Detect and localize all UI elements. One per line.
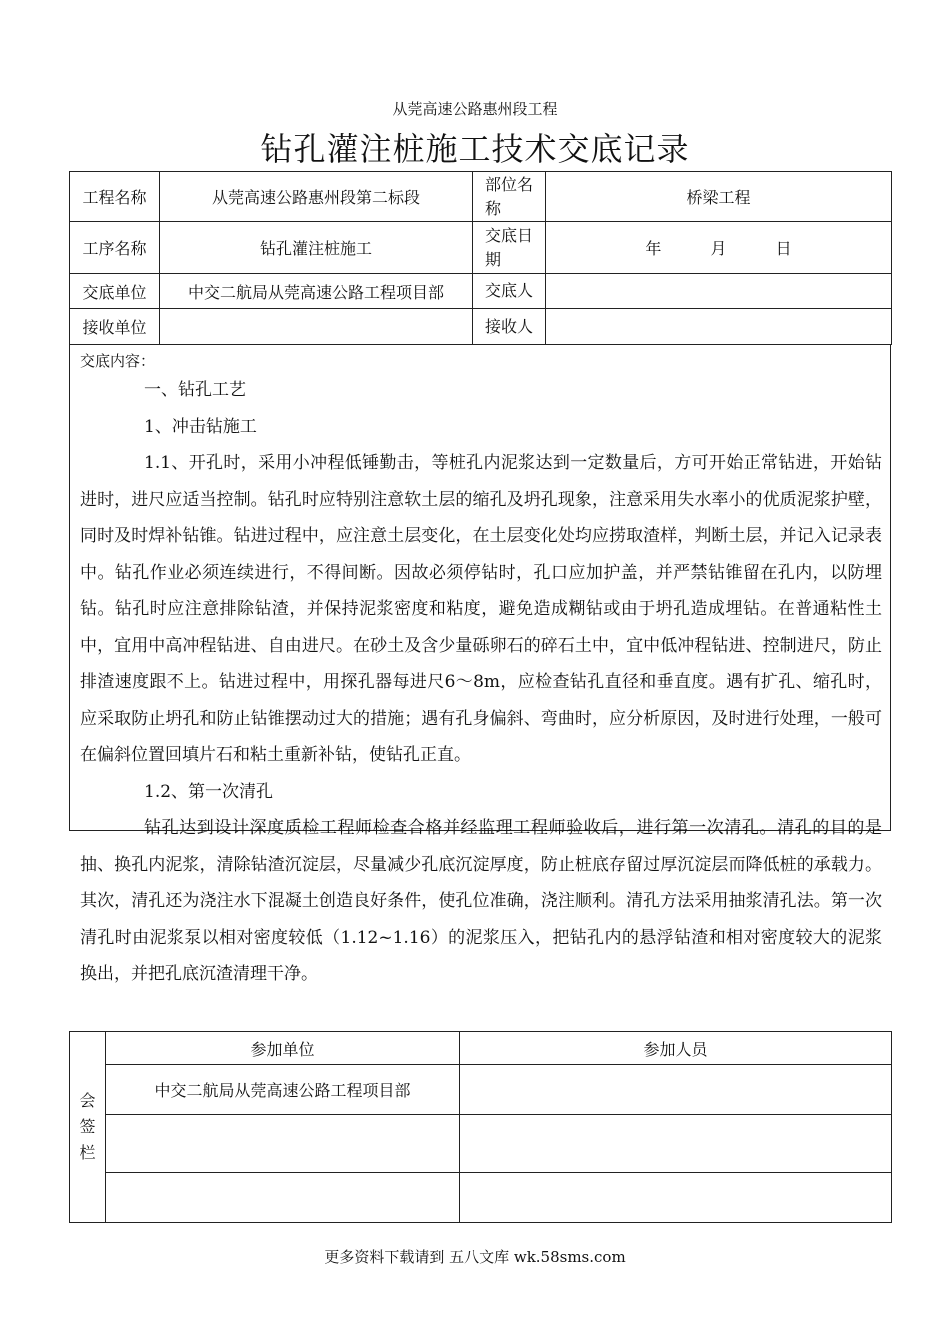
date-year: 年: [645, 239, 662, 258]
receiver-unit-label: 接收单位: [70, 309, 160, 345]
date-value: [546, 222, 892, 274]
signature-unit: 中交二航局从莞高速公路工程项目部: [106, 1065, 460, 1115]
document-title: 钻孔灌注桩施工技术交底记录: [260, 130, 690, 168]
project-name-value: 从莞高速公路惠州段第二标段: [160, 172, 473, 222]
info-row-project: [70, 172, 892, 222]
unit-value: 中交二航局从莞高速公路工程项目部: [160, 274, 473, 309]
info-row-receiver: [70, 309, 892, 345]
signature-row: [70, 1065, 892, 1115]
receiver-value: [546, 309, 892, 345]
receiver-unit-value: [160, 309, 473, 345]
content-section: [69, 344, 891, 984]
person-value: [546, 274, 892, 309]
content-label: 交底内容：: [80, 352, 156, 370]
process-name-value: 钻孔灌注桩施工: [160, 222, 473, 274]
receiver-label: 接收人: [473, 309, 546, 345]
info-row-unit: [70, 274, 892, 309]
subsection-heading: 1.2、第一次清孔: [144, 781, 274, 802]
signature-table: [69, 1031, 892, 1223]
signature-unit: [106, 1115, 460, 1173]
signature-side-label: 会签栏: [70, 1032, 106, 1223]
process-name-label: 工序名称: [70, 222, 160, 274]
section-heading: 一、钻孔工艺: [144, 380, 246, 400]
col-header-person: 参加人员: [460, 1032, 892, 1065]
document-subtitle: 从莞高速公路惠州段工程: [392, 100, 558, 118]
signature-unit: [106, 1173, 460, 1223]
part-name-value: 桥梁工程: [546, 172, 892, 222]
paragraph: 钻孔达到设计深度质检工程师检查合格并经监理工程师验收后，进行第一次清孔。清孔的目的是抽、换孔内泥浆，清除钻渣沉淀层，尽量减少孔底沉淀厚度，防止桩底存留过厚沉淀层而降低桩的承载力。其次，清孔还为浇注水下混凝土创造良好条件，使孔位准确，浇注顺利。清孔方法采用抽浆清孔法。第一次清孔时由泥浆泵以相对密度较低（1.12~1.16）的泥浆压入，把钻孔内的悬浮钻渣和相对密度较大的泥浆换出，并把孔底沉渣清理干净。: [80, 818, 882, 984]
signature-person: [460, 1173, 892, 1223]
content-body: [80, 372, 882, 993]
date-month: 月: [710, 239, 727, 258]
signature-row: [70, 1115, 892, 1173]
signature-person: [460, 1115, 892, 1173]
date-day: 日: [775, 239, 792, 258]
col-header-unit: 参加单位: [106, 1032, 460, 1065]
project-name-label: 工程名称: [70, 172, 160, 222]
unit-label: 交底单位: [70, 274, 160, 309]
signature-header-row: [70, 1032, 892, 1065]
part-name-label: 部位名称: [473, 172, 546, 222]
signature-person: [460, 1065, 892, 1115]
info-table: [69, 171, 892, 345]
signature-row: [70, 1173, 892, 1223]
person-label: 交底人: [473, 274, 546, 309]
subsection-heading: 1、冲击钻施工: [144, 416, 257, 437]
date-label: 交底日期: [473, 222, 546, 274]
paragraph: 1.1、开孔时，采用小冲程低锤勤击，等桩孔内泥浆达到一定数量后，方可开始正常钻进，开始钻进时，进尺应适当控制。钻孔时应特别注意软土层的缩孔及坍孔现象，注意采用失水率小的优质泥浆护壁，同时及时焊补钻锥。钻进过程中，应注意土层变化，在土层变化处均应捞取渣样，判断土层，并记入记录表中。钻孔作业必须连续进行，不得间断。因故必须停钻时，孔口应加护盖，并严禁钻锥留在孔内，以防埋钻。钻孔时应注意排除钻渣，并保持泥浆密度和粘度，避免造成糊钻或由于坍孔造成埋钻。在普通粘性土中，宜用中高冲程钻进、自由进尺。在砂土及含少量砾卵石的碎石土中，宜中低冲程钻进、控制进尺，防止排渣速度跟不上。钻进过程中，用探孔器每进尺6～8m，应检查钻孔直径和垂直度。遇有扩孔、缩孔时，应采取防止坍孔和防止钻锥摆动过大的措施；遇有孔身偏斜、弯曲时，应分析原因，及时进行处理，一般可在偏斜位置回填片石和粘土重新补钻，使钻孔正直。: [80, 453, 882, 765]
footer-text: 更多资料下载请到 五八文库 wk.58sms.com: [324, 1248, 626, 1266]
info-row-process: [70, 222, 892, 274]
